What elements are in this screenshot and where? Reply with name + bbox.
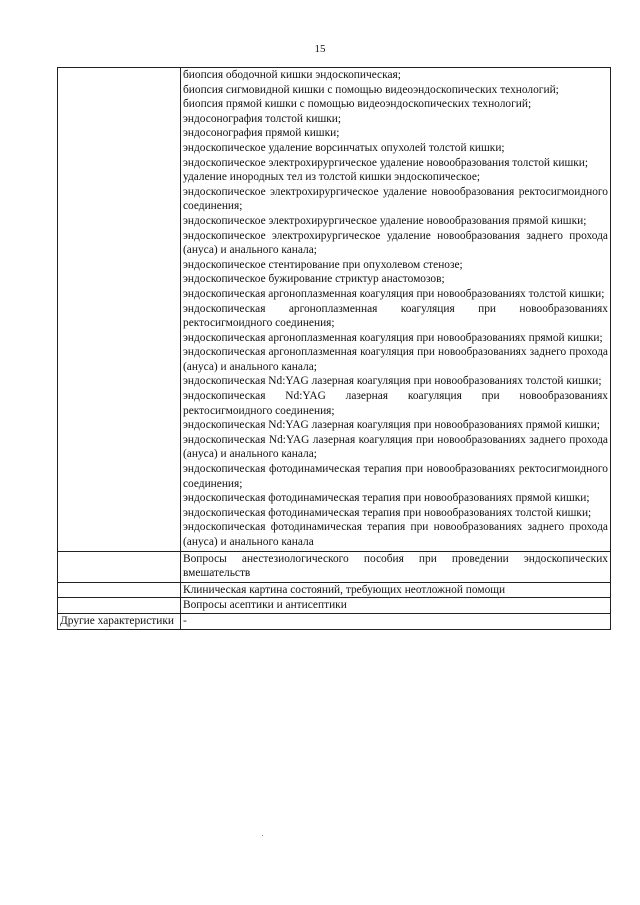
emergency-text: Клиническая картина состояний, требующих неотложной помощи xyxy=(183,583,506,596)
procedure-item: эндоскопическое электрохирургическое удаление новообразования ректосигмоидного соединения; xyxy=(183,185,608,213)
table-row-anesthesia xyxy=(58,551,611,582)
table-row-emergency xyxy=(58,582,611,598)
other-value-cell xyxy=(181,613,611,629)
procedure-item: эндоскопическая аргоноплазменная коагуляция при новообразованиях ректосигмоидного соединения; xyxy=(183,302,608,330)
procedure-item: эндоскопическое электрохирургическое удаление новообразования толстой кишки; xyxy=(183,156,589,169)
procedure-item: биопсия прямой кишки с помощью видеоэндоскопических технологий; xyxy=(183,98,532,111)
procedure-item: эндосонография толстой кишки; xyxy=(183,112,342,125)
procedure-item: эндоскопическая Nd:YAG лазерная коагуляция при новообразованиях толстой кишки; xyxy=(183,375,602,388)
procedure-item: эндоскопическая фотодинамическая терапия при новообразованиях заднего прохода (ануса) и анального канала xyxy=(183,521,608,548)
procedure-item: биопсия сигмовидной кишки с помощью видеоэндоскопических технологий; xyxy=(183,83,559,96)
procedure-item: удаление инородных тел из толстой кишки эндоскопическое; xyxy=(183,171,481,184)
left-cell-empty xyxy=(58,68,181,552)
table-row-asepsis xyxy=(58,598,611,614)
requirements-table xyxy=(57,67,611,630)
asepsis-cell xyxy=(181,598,611,614)
procedures-cell xyxy=(181,68,611,552)
procedure-item: эндосонография прямой кишки; xyxy=(183,127,340,140)
left-cell-empty xyxy=(58,598,181,614)
anesthesia-text: Вопросы анестезиологического пособия при проведении эндоскопических вмешательств xyxy=(183,552,608,580)
page-number: 15 xyxy=(314,43,326,55)
asepsis-text: Вопросы асептики и антисептики xyxy=(183,599,347,612)
left-cell-empty xyxy=(58,551,181,582)
emergency-cell xyxy=(181,582,611,598)
table-row-other xyxy=(58,613,611,629)
left-cell-empty xyxy=(58,582,181,598)
procedure-item: биопсия ободочной кишки эндоскопическая; xyxy=(183,69,401,81)
other-label-cell xyxy=(58,613,181,629)
procedure-item: эндоскопическое электрохирургическое удаление новообразования заднего прохода (ануса) и анального канала; xyxy=(183,229,608,257)
procedure-item: эндоскопическая аргоноплазменная коагуляция при новообразованиях заднего прохода (ануса) и анального канала; xyxy=(183,346,608,373)
procedure-item: эндоскопическое электрохирургическое удаление новообразования прямой кишки; xyxy=(183,214,587,227)
scan-speck xyxy=(262,835,263,836)
procedure-item: эндоскопическая Nd:YAG лазерная коагуляция при новообразованиях заднего прохода (ануса) и анального канала; xyxy=(183,433,608,461)
procedure-item: эндоскопическая Nd:YAG лазерная коагуляция при новообразованиях прямой кишки; xyxy=(183,419,600,432)
procedure-item: эндоскопическое стентирование при опухолевом стенозе; xyxy=(183,258,463,271)
other-characteristics-value: - xyxy=(183,614,187,627)
procedure-item: эндоскопическое удаление ворсинчатых опухолей толстой кишки; xyxy=(183,141,505,154)
procedure-item: эндоскопическая фотодинамическая терапия при новообразованиях толстой кишки; xyxy=(183,506,592,519)
other-characteristics-label: Другие характеристики xyxy=(60,614,175,627)
procedure-item: эндоскопическая фотодинамическая терапия при новообразованиях прямой кишки; xyxy=(183,492,590,505)
procedure-item: эндоскопическая Nd:YAG лазерная коагуляция при новообразованиях ректосигмоидного соединения; xyxy=(183,390,608,417)
procedure-item: эндоскопическое бужирование стриктур анастомозов; xyxy=(183,273,445,286)
anesthesia-cell xyxy=(181,551,611,582)
table-row-procedures xyxy=(58,68,611,552)
procedure-item: эндоскопическая фотодинамическая терапия при новообразованиях ректосигмоидного соединения; xyxy=(183,463,608,490)
procedures-list xyxy=(183,68,608,551)
procedure-item: эндоскопическая аргоноплазменная коагуляция при новообразованиях прямой кишки; xyxy=(183,331,603,344)
procedure-item: эндоскопическая аргоноплазменная коагуляция при новообразованиях толстой кишки; xyxy=(183,287,605,300)
